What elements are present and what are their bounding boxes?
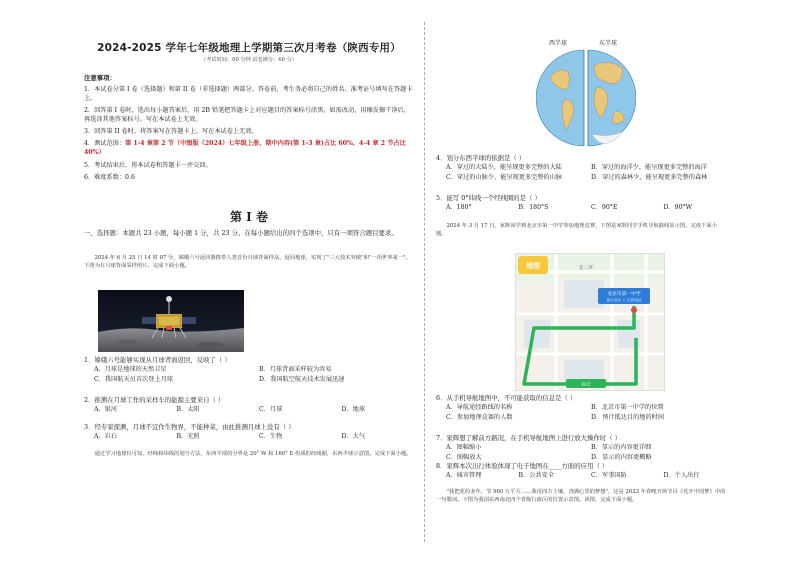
question-options	[84, 405, 414, 415]
question-1	[84, 356, 414, 385]
option: A．180°	[446, 204, 472, 212]
option: A．城市管理	[446, 472, 482, 480]
question-stem: 6．从手机导航地图中，不可能获取的信息是（ ）	[436, 394, 577, 402]
option: B．显示的内容更详细	[591, 444, 652, 452]
question-options	[84, 365, 414, 384]
question-stem: 8．家辉本次出行体验体现了电子地图在____方面的应用（ ）	[436, 462, 609, 470]
question-8	[436, 462, 726, 481]
question-stem: 2．推测在月球工作的采样车的能源主要来自（ ）	[84, 396, 225, 404]
option: C．穿过的山脉少，能呈现更多完整的山脉	[446, 173, 563, 181]
exam-info: （考试时间：60 分钟 试卷满分：60 分）	[201, 57, 297, 63]
map-school-eta: 预计停车 1 分钟到达	[606, 297, 642, 303]
notice-item: 3．回答第 II 卷时，将答案写在答题卡上。写在本试卷上无效。	[84, 128, 258, 136]
notice-item: 1．本试卷分第 I 卷（选择题）和第 II 卷（非选择题）两部分。答卷前，考生务必将自己的姓名、准考证号填写在答题卡上。	[84, 86, 413, 102]
question-stem: 5．能写 0°纬线一个经线圈的是（ ）	[436, 194, 541, 202]
material-2: 通过学习地球仪可知，经线和纬线的划分方法，东西半球的分界是 20° W 和 160° E 组成的经线圈，东西半球示意图。完成下面小题。	[94, 451, 412, 457]
option: B．月球背面采样较为容易	[259, 366, 332, 374]
option: A．穿过的大陆少，能呈现更多完整的大陆	[446, 164, 562, 172]
option: A．银河	[94, 406, 118, 414]
road-label-north: 北三环	[578, 265, 594, 271]
option: D．显示的内容更概略	[591, 453, 652, 461]
option: C．图幅放大	[446, 453, 482, 461]
question-6	[436, 394, 726, 423]
moon-sampling-photo	[98, 290, 244, 352]
lander-image	[98, 290, 244, 352]
question-7	[436, 434, 726, 463]
material-4: "我把花的多年，节 960 万平方……我用四方土壤，浇满心里的梦想"，这是 2023 年春晚开场节目《花开中国梦》中的一句歌词。下图为我国东西南北四个省级行政区的位置示意图。读图，完成下面小题。	[436, 489, 726, 504]
option: A．月球是地球的天然卫星	[94, 366, 167, 374]
question-options	[436, 163, 726, 182]
question-stem: 3．经专家探测，月球不宜作生物界，不能种菜，由此推测月球上没有（ ）	[84, 423, 295, 431]
option: C．我国航天员首次登上月球	[94, 375, 173, 383]
destination-pin-icon	[631, 307, 637, 313]
option: A．导航途经路线的名称	[446, 404, 513, 412]
notice-item: 2．回答第 I 卷时，选出每小题答案后，用 2B 铅笔把答题卡上对应题目的答案标号涂黑，如需改动，用橡皮擦干净后，再选涂其他答案标号。写在本试卷上无效。	[84, 107, 410, 123]
notice-test-scope: 第 1-4 章第 2 节（中图版（2024）七年级上册，期中内容(第 1-3 章)占比 60%，4-4 章 2 节占比 40%）	[84, 140, 406, 157]
option: D．穿过的森林少，能呈现更多完整的森林	[591, 173, 708, 181]
navigation-map-figure	[516, 254, 665, 391]
option: D．90°W	[663, 204, 692, 212]
column-divider	[424, 22, 425, 542]
map-school-label: 北京市第一中学	[607, 292, 641, 297]
material-3: 2024 年 3 月 17 日，家辉同学到北京市第一中学参加地理竞赛，下图是家辉同学手机导航路线显示图。完成下面小题。	[436, 223, 717, 238]
question-5	[436, 194, 726, 213]
question-4	[436, 154, 726, 183]
question-options	[436, 471, 726, 481]
question-stem: 4．划分东西半球的依据是（ ）	[436, 154, 526, 162]
notice-list	[84, 86, 414, 186]
option: D．我国航空航天技术发展迅速	[259, 375, 345, 383]
map-start-label: 起点	[581, 382, 591, 388]
option: B．穿过的海洋少，能呈现更多完整的海洋	[591, 164, 707, 172]
question-2	[84, 396, 414, 415]
question-options	[436, 443, 726, 462]
option: B．光照	[176, 433, 200, 441]
option: C．月球	[259, 406, 283, 414]
section-intro: 一、选择题：本题共 23 小题，每小题 1 分，共 23 分。在每小题给出的四个选项中，只有一项符合题目要求。	[84, 229, 398, 237]
option: D．预计抵达目的地的时间	[591, 413, 665, 421]
notice-item4-prefix: 4．测试范围：	[84, 140, 126, 148]
option: D．地球	[341, 406, 366, 414]
option: A．岩石	[94, 433, 118, 441]
question-3	[84, 423, 414, 442]
page-title: 2024-2025 学年七年级地理上学期第三次月考卷（陕西专用）	[97, 42, 401, 54]
notice-item	[84, 140, 414, 158]
east-hemisphere-label: 东半球	[598, 40, 618, 47]
option: B．180°S	[518, 204, 549, 212]
option: A．图幅缩小	[446, 444, 482, 452]
option: B．北京市第一中学的位置	[591, 404, 664, 412]
option: B．太阳	[176, 406, 200, 414]
material-1: 2024 年 6 月 25 日 14 时 07 分，嫦娥六号返回器携带人类首份月球背面样品，返回地球，实现了"三大技术突破"和"一项世界第一"。下图为在月球背面采样照片。完成下面小题。	[84, 255, 411, 270]
section-title: 第 I 卷	[230, 210, 268, 224]
question-stem: 7．家辉想了解前方路况，在手机导航地图上进行放大操作时（ ）	[436, 434, 622, 442]
west-hemisphere-label: 西半球	[548, 40, 568, 47]
question-stem: 1．嫦娥六号能够实现从月球背面返回，反映了（ ）	[84, 356, 231, 364]
option: D．大气	[341, 433, 366, 441]
left-column	[84, 0, 414, 562]
option: D．个人出行	[663, 472, 700, 480]
option: C．90°E	[591, 204, 618, 212]
notice-heading: 注意事项：	[84, 74, 116, 82]
notice-item: 6．难度系数：0.6	[84, 173, 135, 181]
question-options	[436, 203, 726, 213]
option: B．公共安全	[518, 472, 554, 480]
option: C．参加地理竞赛的人数	[446, 413, 513, 421]
question-options	[84, 432, 414, 442]
option: C．生物	[259, 433, 283, 441]
notice-item: 5．考试结束后，将本试卷和答题卡一并交回。	[84, 161, 212, 169]
question-options	[436, 403, 726, 422]
navigation-map	[515, 253, 665, 391]
option: C．军事国防	[591, 472, 627, 480]
map-badge: 地图	[526, 262, 540, 270]
